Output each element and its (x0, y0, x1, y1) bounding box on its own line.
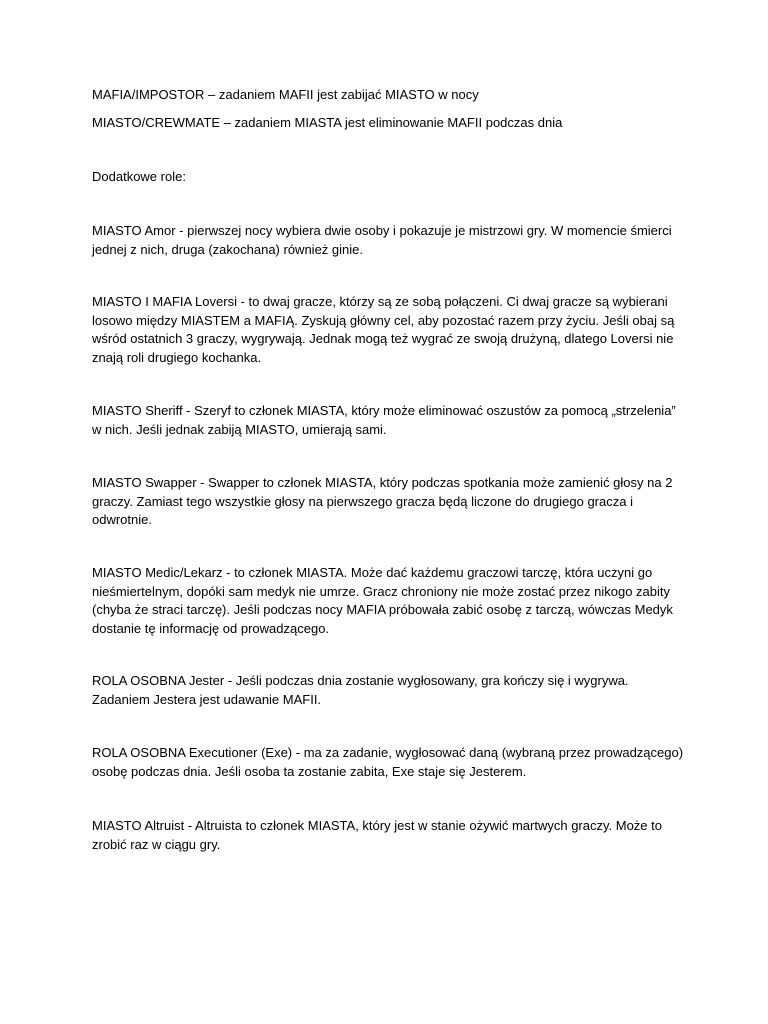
paragraph-role-swapper: MIASTO Swapper - Swapper to członek MIASTA, który podczas spotkania może zamienić głosy na 2 graczy. Zamiast tego wszystkie głosy na pierwszego gracza będą liczone do drugiego gracza i odwrotnie. (92, 475, 673, 527)
paragraph-additional-roles-heading: Dodatkowe role: (92, 169, 186, 184)
paragraph-role-altruist: MIASTO Altruist - Altruista to członek MIASTA, który jest w stanie ożywić martwych graczy. Może to zrobić raz w ciągu gry. (92, 818, 662, 852)
paragraph-role-medic: MIASTO Medic/Lekarz - to członek MIASTA. Może dać każdemu graczowi tarczę, która uczyni go nieśmiertelnym, dopóki sam medyk nie umrze. Gracz chroniony nie może zostać przez nikogo zabity (chyba że straci tarczę). Jeśli podczas nocy MAFIA próbowała zabić osobę z tarczą, wówczas Medyk dostanie tę informację od prowadzącego. (92, 565, 673, 636)
paragraph-role-sheriff: MIASTO Sheriff - Szeryf to członek MIASTA, który może eliminować oszustów za pomocą „strzelenia” w nich. Jeśli jednak zabiją MIASTO, umierają sami. (92, 403, 676, 437)
paragraph-mafia-definition: MAFIA/IMPOSTOR – zadaniem MAFII jest zabijać MIASTO w nocy (92, 87, 479, 102)
paragraph-role-amor: MIASTO Amor - pierwszej nocy wybiera dwie osoby i pokazuje je mistrzowi gry. W momencie śmierci jednej z nich, druga (zakochana) również ginie. (92, 223, 672, 257)
paragraph-role-executioner: ROLA OSOBNA Executioner (Exe) - ma za zadanie, wygłosować daną (wybraną przez prowadzącego) osobę podczas dnia. Jeśli osoba ta zostanie zabita, Exe staje się Jesterem. (92, 745, 684, 779)
paragraph-miasto-definition: MIASTO/CREWMATE – zadaniem MIASTA jest eliminowanie MAFII podczas dnia (92, 115, 563, 130)
paragraph-role-jester: ROLA OSOBNA Jester - Jeśli podczas dnia zostanie wygłosowany, gra kończy się i wygrywa. Zadaniem Jestera jest udawanie MAFII. (92, 673, 629, 707)
paragraph-role-loversi: MIASTO I MAFIA Loversi - to dwaj gracze, którzy są ze sobą połączeni. Ci dwaj gracze są wybierani losowo między MIASTEM a MAFIĄ. Zyskują główny cel, aby pozostać razem przy życiu. Jeśli obaj są wśród ostatnich 3 graczy, wygrywają. Jednak mogą też wygrać ze swoją drużyną, dlatego Loversi nie znają roli drugiego kochanka. (92, 294, 675, 365)
